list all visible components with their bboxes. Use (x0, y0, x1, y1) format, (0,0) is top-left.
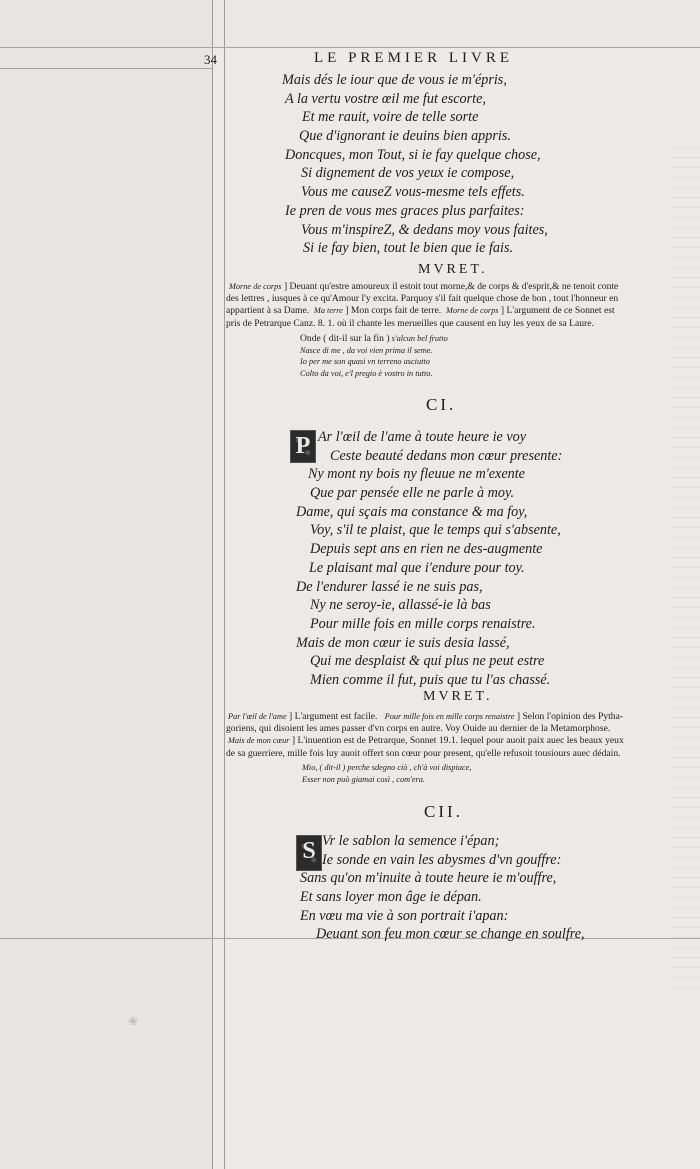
verse-line: Si dignement de vos yeux ie compose, (301, 165, 515, 182)
verse-line: Voy, s'il te plaist, que le temps qui s'absente, (310, 522, 561, 539)
lemma: Pour mille fois en mille corps renaistre (384, 712, 515, 721)
verse-line: Qui me desplaist & qui plus ne peut estre (310, 653, 545, 670)
margin-rule-top (0, 68, 212, 69)
verse-line: Vous me causeZ vous-mesme tels effets. (301, 184, 525, 201)
verse-line: Que d'ignorant ie deuins bien appris. (299, 128, 511, 145)
verse-line: Vous m'inspireZ, & dedans moy vous faites, (301, 221, 548, 238)
fold-rule (224, 0, 225, 1169)
sonnet-number: CI. (426, 395, 457, 414)
left-margin (0, 0, 212, 1169)
commentary-text: ] Mon corps fait de terre. (342, 305, 442, 317)
sonnet-number: CII. (424, 802, 463, 821)
sonnet-ci (296, 428, 562, 690)
muret-heading: MVRET. (423, 689, 493, 704)
verse-line: Vr le sablon la semence i'épan; (322, 833, 500, 849)
verse-line: Mien comme il fut, puis que tu l'as chassé. (310, 671, 551, 688)
commentary-line (226, 711, 700, 723)
muret-commentary (226, 711, 700, 760)
lemma: Ma terre (313, 306, 343, 316)
verse-line: En vœu ma vie à son portrait i'apan: (300, 907, 509, 924)
verse-line: Que par pensée elle ne parle à moy. (310, 485, 515, 502)
commentary-text: ] Selon l'opinion des Pytha- (514, 711, 624, 722)
verse-line: Ny mont ny bois ny fleuue ne m'exente (308, 466, 525, 483)
verse-line: Dame, qui sçais ma constance & ma foy, (296, 503, 528, 520)
italian-quote (302, 762, 471, 785)
lemma: Morne de corps (445, 306, 499, 316)
verse-line: A la vertu vostre œil me fut escorte, (285, 90, 486, 107)
verse-line: Pour mille fois en mille corps renaistre. (310, 615, 536, 632)
quote-line: Mio, ( dit-il ) perche sdegno ciò , ch'à voi dispiace, (302, 763, 472, 772)
commentary-line (226, 281, 700, 293)
commentary-line: goriens, qui disoient les ames passer d'vn corps en autre. Voy Ouide au dernier de la Metamorphose. (226, 723, 611, 735)
verse-line: Doncques, mon Tout, si ie fay quelque chose, (285, 146, 541, 163)
muret-heading: MVRET. (418, 262, 488, 277)
show-through (672, 138, 700, 988)
italian-quote (300, 333, 448, 379)
commentary-line (226, 735, 700, 747)
page-number: 34 (204, 52, 217, 67)
commentary-line: de sa guerriere, mille fois luy auoit offert son cœur pour present, qu'elle refusoit tousiours auec dédain. (226, 747, 621, 759)
lemma: Morne de corps (229, 282, 282, 291)
dropcap: P (290, 430, 316, 463)
quote-line (300, 333, 448, 345)
commentary-text: ] L'argument est facile. (286, 711, 378, 722)
sonnet-cii (300, 832, 585, 944)
verse-line: Le plaisant mal que i'endure pour toy. (309, 559, 525, 576)
verse-line: De l'endurer lassé ie ne suis pas, (296, 578, 483, 595)
verse-line: Et me rauit, voire de telle sorte (302, 109, 479, 126)
verse-line: Depuis sept ans en rien ne des-augmente (310, 541, 543, 558)
commentary-line: des lettres , iusques à ce qu'Amour l'y excita. Parquoy s'il fait quelque chose de bon , tout l'honneur en (226, 293, 619, 305)
commentary-line: pris de Petrarque Canz. 8. 1. où il chante les merueilles que causent en luy les yeux de sa Laure. (226, 317, 594, 329)
verse-line: Ar l'œil de l'ame à toute heure ie voy (318, 429, 527, 445)
verse-line: Et sans loyer mon âge ie dépan. (300, 889, 482, 906)
muret-commentary (226, 281, 700, 330)
quote-line: Nasce di me , da voi vien prima il seme. (300, 345, 433, 355)
verse-line: Mais dés le iour que de vous ie m'épris, (282, 72, 507, 88)
verse-line: Mais de mon cœur ie suis desia lassé, (296, 634, 510, 651)
verse-line: Ny ne seroy-ie, allassé-ie là bas (310, 597, 491, 614)
quote-line: Esser non può giamai così , com'era. (302, 774, 425, 784)
quote-intro: Onde ( dit-il sur la fin ) (300, 333, 390, 344)
page-edge-rule (212, 0, 213, 1169)
commentary-text: appartient à sa Dame. (226, 305, 310, 317)
quote-line: Io per me son quasi vn terreno asciutto (300, 357, 430, 367)
running-title: LE PREMIER LIVRE (314, 50, 513, 66)
verse-line: Sans qu'on m'inuite à toute heure ie m'ouffre, (300, 870, 557, 887)
commentary-text: ] L'inuention est de Petrarque, Sonnet 19.1. lequel pour auoit paix auec les beaux yeux (289, 735, 624, 747)
commentary-line (226, 305, 700, 317)
dropcap: S (296, 835, 322, 871)
stanza-top (282, 71, 548, 258)
top-rule (0, 47, 700, 48)
commentary-text: ] L'argument de ce Sonnet est (498, 305, 615, 317)
stain-mark: ❀ (128, 1014, 139, 1028)
verse-line: Ceste beauté dedans mon cœur presente: (330, 447, 563, 464)
quote-line: Colto da voi, e'l pregio è vostro in tutto. (300, 368, 433, 378)
verse-line: Ie sonde en vain les abysmes d'vn gouffre: (322, 851, 562, 868)
lemma: Par l'œil de l'ame (228, 712, 287, 721)
quote-text: s'alcun bel frutto (391, 334, 448, 343)
lemma: Mais de mon cœur (228, 736, 290, 746)
verse-line: Ie pren de vous mes graces plus parfaites: (285, 202, 525, 219)
commentary-text: ] Deuant qu'estre amoureux il estoit tout morne,& de corps & d'esprit,& ne tenoit conte (281, 281, 619, 292)
verse-line: Si ie fay bien, tout le bien que ie fais. (303, 240, 514, 257)
verse-line: Deuant son feu mon cœur se change en soulfre, (316, 926, 585, 943)
